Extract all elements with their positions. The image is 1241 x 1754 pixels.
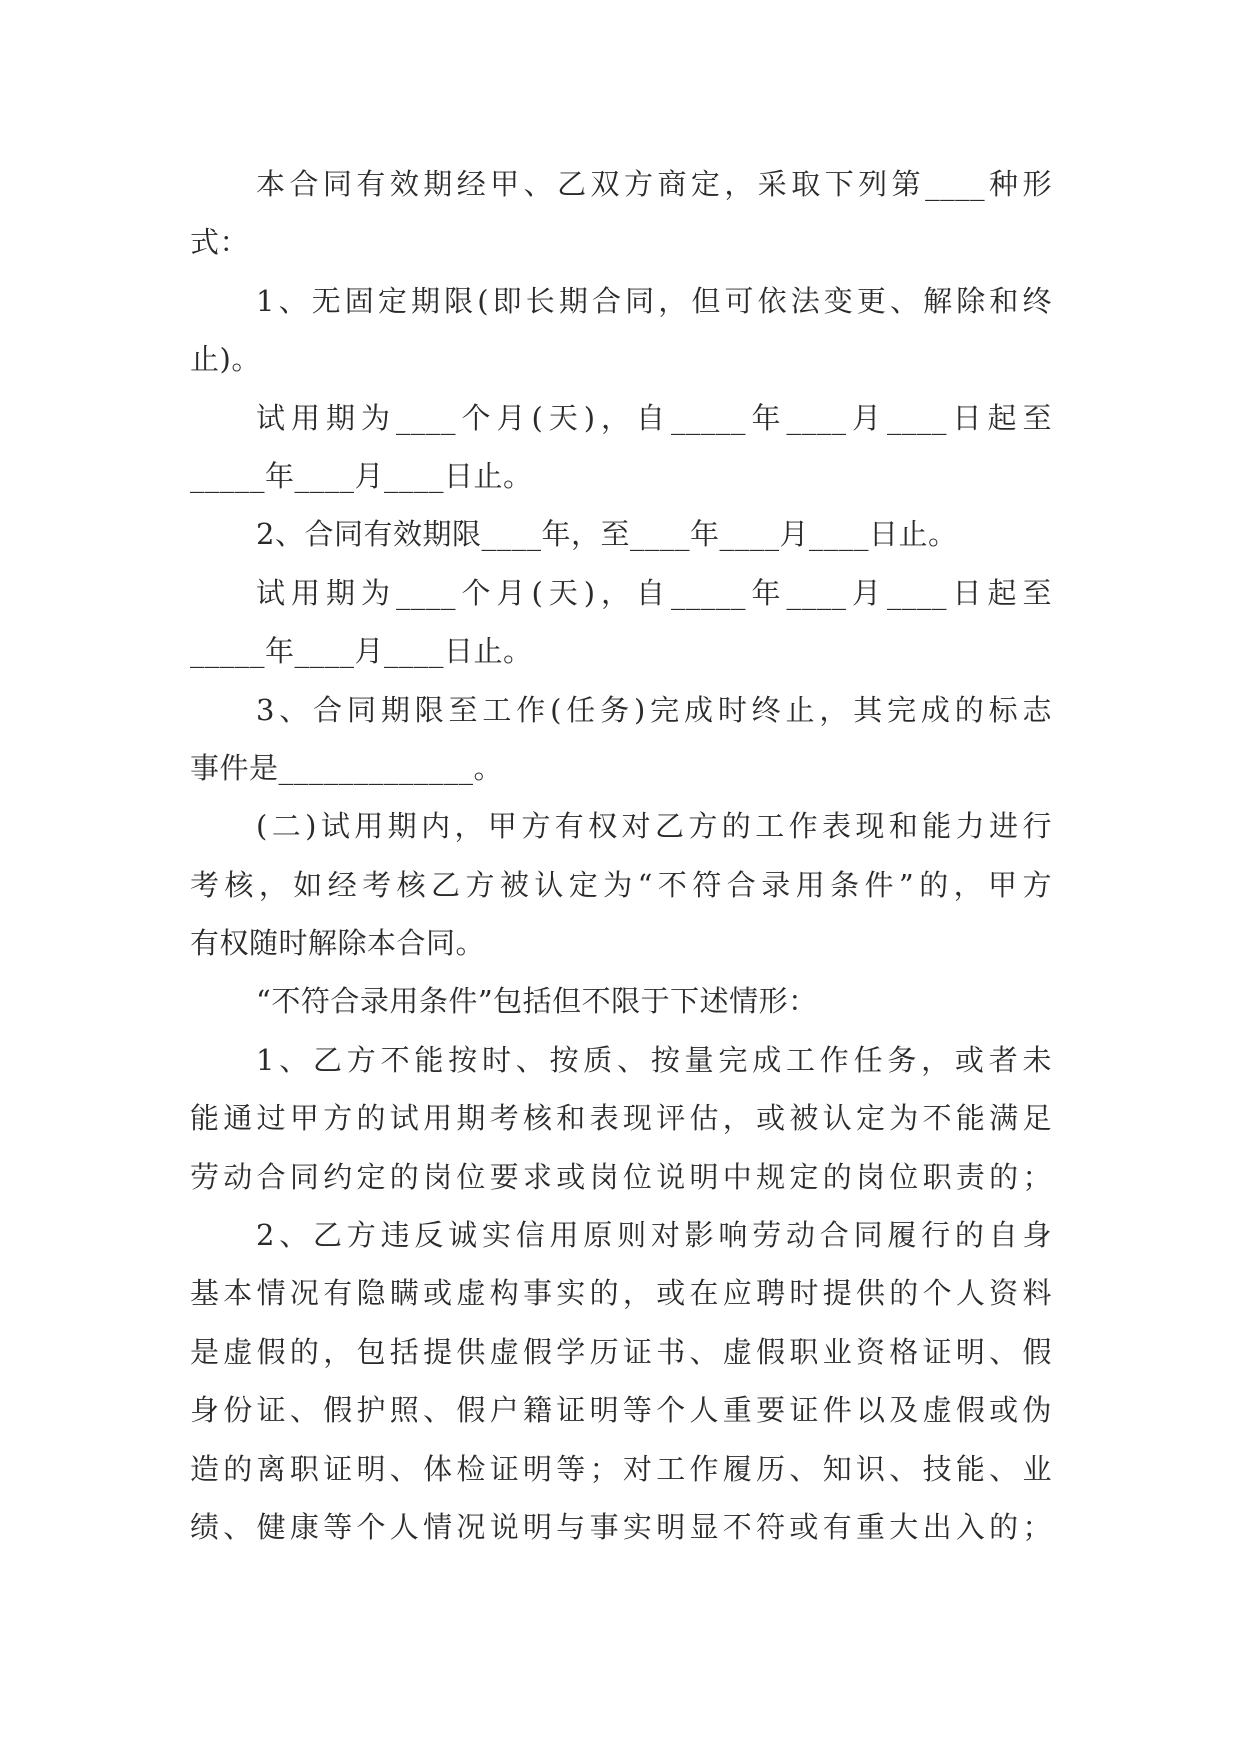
- text-line-4: 止)。: [190, 342, 261, 377]
- text-line-2: 式：: [190, 225, 250, 260]
- text-line-24: 绩、健康等个人情况说明与事实明显不符或有重大出入的；: [190, 1509, 1052, 1544]
- text-line-19: 2、乙方违反诚实信用原则对影响劳动合同履行的自身: [256, 1218, 1052, 1253]
- text-line-17: 能通过甲方的试用期考核和表现评估，或被认定为不能满足: [190, 1101, 1052, 1136]
- text-line-22: 身份证、假护照、假户籍证明等个人重要证件以及虚假或伪: [190, 1393, 1052, 1428]
- text-line-6: _____年____月____日止。: [190, 458, 533, 493]
- text-line-15: “不符合录用条件”包括但不限于下述情形：: [256, 984, 818, 1019]
- text-line-7: 2、合同有效期限____年，至____年____月____日止。: [256, 517, 958, 552]
- text-line-18: 劳动合同约定的岗位要求或岗位说明中规定的岗位职责的；: [190, 1159, 1052, 1194]
- text-line-13: 考核，如经考核乙方被认定为“不符合录用条件”的，甲方: [190, 867, 1052, 902]
- text-line-5: 试用期为____个月(天)，自_____年____月____日起至: [256, 400, 1052, 435]
- text-line-21: 是虚假的，包括提供虚假学历证书、虚假职业资格证明、假: [190, 1334, 1052, 1369]
- text-line-3: 1、无固定期限(即长期合同，但可依法变更、解除和终: [256, 283, 1052, 318]
- text-line-23: 造的离职证明、体检证明等；对工作履历、知识、技能、业: [190, 1451, 1052, 1486]
- text-line-1: 本合同有效期经甲、乙双方商定，采取下列第____种形: [256, 167, 1052, 201]
- text-line-11: 事件是_____________。: [190, 750, 504, 785]
- text-line-8: 试用期为____个月(天)，自_____年____月____日起至: [256, 575, 1052, 610]
- text-line-20: 基本情况有隐瞒或虚构事实的，或在应聘时提供的个人资料: [190, 1276, 1052, 1311]
- text-line-10: 3、合同期限至工作(任务)完成时终止，其完成的标志: [256, 692, 1052, 727]
- text-line-9: _____年____月____日止。: [190, 634, 533, 669]
- text-line-14: 有权随时解除本合同。: [190, 926, 486, 961]
- document-page: [190, 155, 1052, 1556]
- text-line-12: (二)试用期内，甲方有权对乙方的工作表现和能力进行: [256, 809, 1052, 844]
- text-line-16: 1、乙方不能按时、按质、按量完成工作任务，或者未: [256, 1042, 1052, 1077]
